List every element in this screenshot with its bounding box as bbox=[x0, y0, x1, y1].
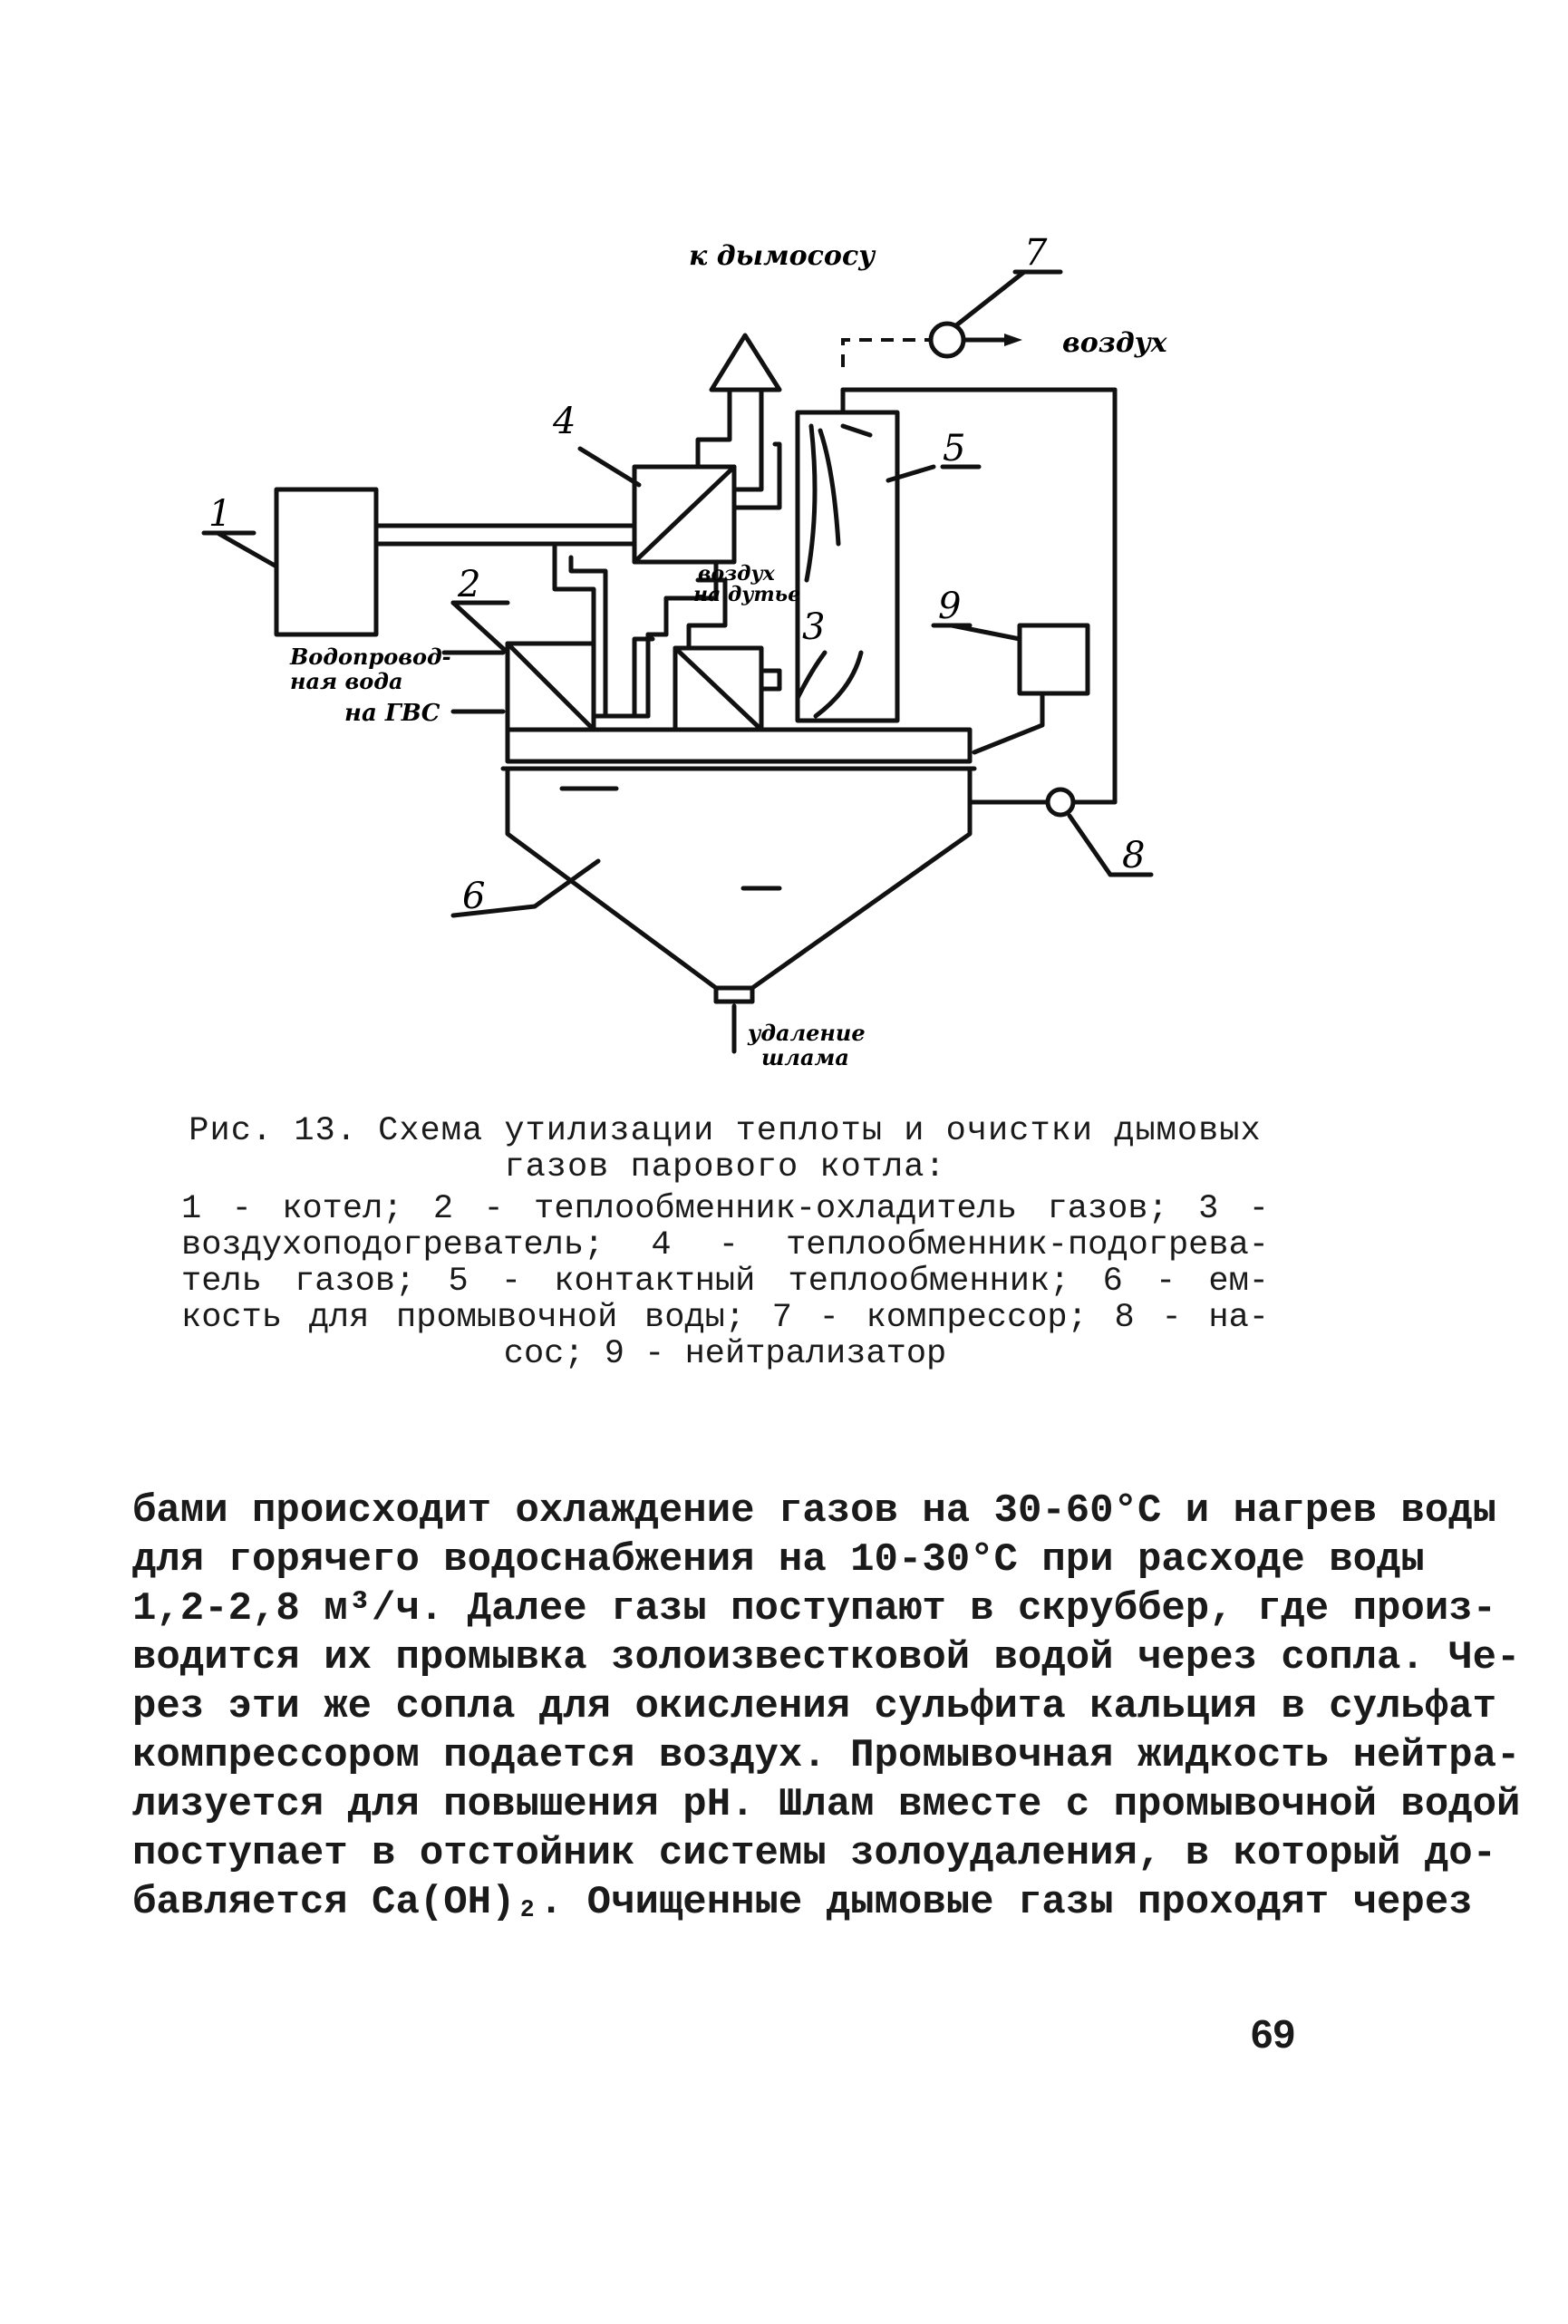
caption-legend-line: 1 - котел; 2 - теплообменник-охладитель газов; 3 - bbox=[181, 1190, 1269, 1228]
number-8: 8 bbox=[1122, 835, 1146, 876]
caption-legend-line: воздухоподогреватель; 4 - теплообменник-подогрева- bbox=[181, 1226, 1269, 1264]
number-5: 5 bbox=[943, 428, 966, 470]
number-9: 9 bbox=[938, 586, 962, 627]
caption-legend-line: тель газов; 5 - контактный теплообменник; 6 - ем- bbox=[181, 1263, 1269, 1301]
body-text-line: рез эти же сопла для окисления сульфита кальция в сульфат bbox=[132, 1684, 1497, 1729]
figure-caption bbox=[181, 1113, 1269, 1372]
label-air-heated: воздух bbox=[698, 562, 775, 586]
body-text-line: бами происходит охлаждение газов на 30-60°С и нагрев воды bbox=[132, 1488, 1497, 1534]
label-sludge-removal-2: шлама bbox=[761, 1044, 849, 1070]
utilization-scheme-diagram bbox=[0, 0, 1568, 1088]
caption-legend-line: сос; 9 - нейтрализатор bbox=[503, 1335, 947, 1373]
label-air: воздух bbox=[1062, 327, 1167, 359]
number-1: 1 bbox=[208, 493, 232, 535]
boiler-box bbox=[276, 489, 376, 634]
body-text-line: для горячего водоснабжения на 10-30°С при расходе воды bbox=[132, 1537, 1425, 1583]
body-text-line: 1,2-2,8 м³/ч. Далее газы поступают в скруббер, где произ- bbox=[132, 1586, 1497, 1632]
caption-title-line-2: газов парового котла: bbox=[504, 1148, 946, 1186]
label-tap-water-1: Водопровод- bbox=[290, 644, 451, 670]
number-3: 3 bbox=[802, 606, 826, 648]
page-number: 69 bbox=[1251, 2012, 1295, 2057]
compressor-7 bbox=[931, 324, 963, 356]
caption-legend-line: кость для промывочной воды; 7 - компрессор; 8 - на- bbox=[181, 1299, 1269, 1337]
number-2: 2 bbox=[458, 564, 481, 605]
label-tap-water-2: ная вода bbox=[290, 668, 403, 694]
label-sludge-removal-1: удаление bbox=[748, 1020, 866, 1046]
label-to-boiler-blast: на дутье bbox=[693, 583, 801, 606]
body-text-line: поступает в отстойник системы золоудаления, в который до- bbox=[132, 1831, 1497, 1876]
body-text-line: бавляется Са(ОН)₂. Очищенные дымовые газы проходят через bbox=[132, 1880, 1473, 1925]
body-text-line: компрессором подается воздух. Промывочная жидкость нейтра- bbox=[132, 1733, 1521, 1778]
label-to-hws: на ГВС bbox=[344, 700, 440, 727]
label-to-exhauster: к дымососу bbox=[689, 240, 876, 272]
caption-title-line-1: Рис. 13. Схема утилизации теплоты и очистки дымовых bbox=[189, 1112, 1262, 1150]
body-text-line: лизуется для повышения pH. Шлам вместе с промывочной водой bbox=[132, 1782, 1521, 1827]
neutralizer-9 bbox=[1020, 625, 1088, 693]
number-7: 7 bbox=[1024, 232, 1048, 274]
pump-8 bbox=[1048, 789, 1073, 815]
tank-top bbox=[508, 730, 970, 761]
number-6: 6 bbox=[462, 876, 486, 917]
number-4: 4 bbox=[553, 401, 576, 442]
body-paragraph bbox=[132, 1486, 1521, 1927]
body-text-line: водится их промывка золоизвестковой водой через сопла. Че- bbox=[132, 1635, 1521, 1680]
